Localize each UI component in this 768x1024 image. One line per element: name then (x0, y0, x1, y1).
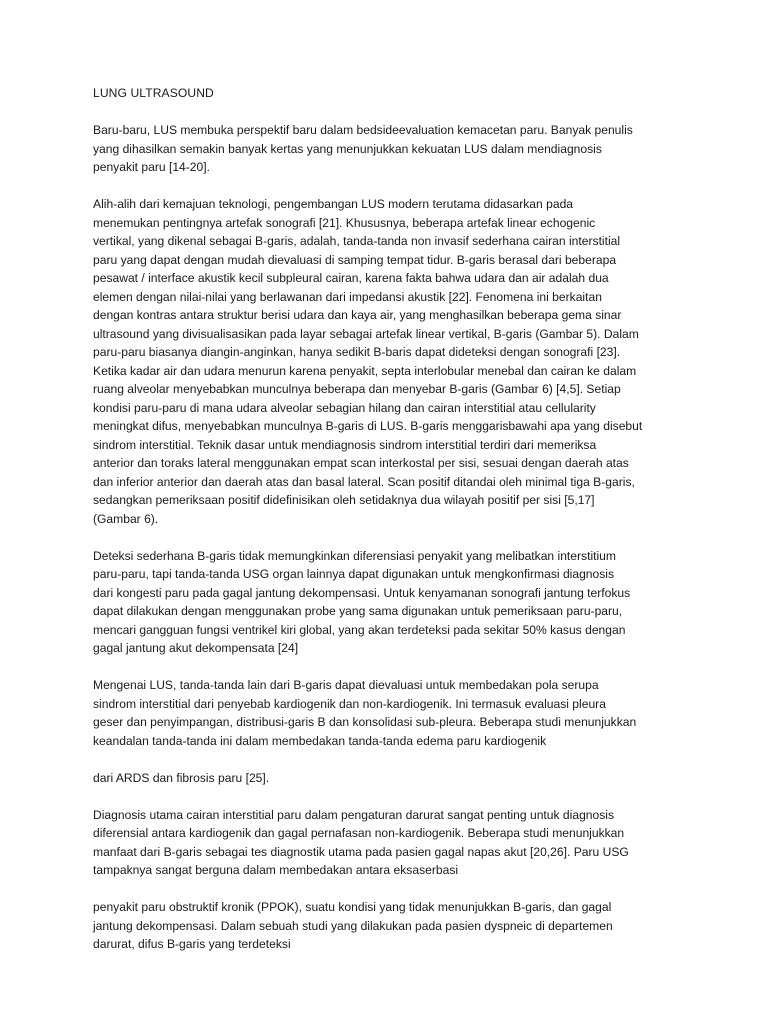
text-line: Mengenai LUS, tanda-tanda lain dari B-garis dapat dievaluasi untuk membedakan pola serupa (93, 678, 599, 692)
text-line: Baru-baru, LUS membuka perspektif baru dalam bedsideevaluation kemacetan paru. Banyak penulis (93, 123, 633, 137)
paragraph (93, 898, 678, 954)
text-line: paru-paru, tapi tanda-tanda USG organ lainnya dapat digunakan untuk mengkonfirmasi diagnosis (93, 567, 615, 581)
paragraph (93, 121, 678, 177)
text-line: keandalan tanda-tanda ini dalam membedakan tanda-tanda edema paru kardiogenik (93, 733, 547, 748)
paragraph (93, 806, 678, 880)
text-line: geser dan penyimpangan, distribusi-garis B dan konsolidasi sub-pleura. Beberapa studi menunjukkan (93, 715, 637, 729)
text-line: dengan kontras antara struktur berisi udara dan kaya air, yang menghasilkan beberapa gema sinar (93, 308, 622, 322)
text-line: (Gambar 6). (93, 511, 159, 526)
document-body (93, 121, 678, 954)
text-line: sindrom interstitial dari penyebab kardiogenik dan non-kardiogenik. Ini termasuk evaluasi pleura (93, 696, 606, 711)
text-line: pesawat / interface akustik kecil subpleural cairan, karena fakta bahwa udara dan air adalah dua (93, 271, 609, 285)
paragraph (93, 769, 678, 788)
text-line: sindrom interstitial. Teknik dasar untuk mendiagnosis sindrom interstitial terdiri dari memeriksa (93, 437, 597, 452)
text-line: Deteksi sederhana B-garis tidak memungkinkan diferensiasi penyakit yang melibatkan interstitium (93, 548, 616, 563)
text-line: dapat dilakukan dengan menggunakan probe yang sama digunakan untuk pemeriksaan paru-paru, (93, 604, 623, 618)
text-line: Ketika kadar air dan udara menurun karena penyakit, septa interlobular menebal dan cairan ke dalam (93, 363, 637, 378)
text-line: dari kongesti paru pada gagal jantung dekompensasi. Untuk kenyamanan sonografi jantung terfokus (93, 585, 631, 600)
paragraph (93, 195, 678, 528)
text-line: sedangkan pemeriksaan positif didefinisikan oleh setidaknya dua wilayah positif per sisi [5,17] (93, 493, 595, 507)
text-line: paru-paru biasanya diangin-anginkan, hanya sedikit B-baris dapat dideteksi dengan sonografi [23]. (93, 345, 621, 359)
text-line: jantung dekompensasi. Dalam sebuah studi yang dilakukan pada pasien dyspneic di departemen (93, 918, 613, 933)
text-line: penyakit paru obstruktif kronik (PPOK), suatu kondisi yang tidak menunjukkan B-garis, dan gagal (93, 900, 612, 914)
document-title: LUNG ULTRASOUND (93, 86, 214, 100)
text-line: yang dihasilkan semakin banyak kertas yang menunjukkan kekuatan LUS dalam mendiagnosis (93, 141, 602, 156)
text-line: Diagnosis utama cairan interstitial paru dalam pengaturan darurat sangat penting untuk diagnosis (93, 807, 615, 822)
text-line: mencari gangguan fungsi ventrikel kiri global, yang akan terdeteksi pada sekitar 50% kasus dengan (93, 622, 626, 637)
text-line: menemukan pentingnya artefak sonografi [21]. Khususnya, beberapa artefak linear echogenic (93, 215, 596, 230)
text-line: anterior dan toraks lateral menggunakan empat scan interkostal per sisi, sesuai dengan daerah atas (93, 456, 629, 470)
text-line: ultrasound yang divisualisasikan pada layar sebagai artefak linear vertikal, B-garis (Gambar 5). Dalam (93, 326, 639, 341)
text-line: dan inferior anterior dan daerah atas dan basal lateral. Scan positif ditandai oleh minimal tiga B-garis, (93, 474, 635, 489)
document-page (93, 84, 678, 972)
text-line: gagal jantung akut dekompensata [24] (93, 641, 299, 655)
paragraph (93, 676, 678, 750)
text-line: tampaknya sangat berguna dalam membedakan antara eksaserbasi (93, 863, 459, 877)
text-line: kondisi paru-paru di mana udara alveolar sebagian hilang dan cairan interstitial atau cellularity (93, 400, 596, 415)
text-line: vertikal, yang dikenal sebagai B-garis, adalah, tanda-tanda non invasif sederhana cairan interstitial (93, 234, 621, 248)
text-line: darurat, difus B-garis yang terdeteksi (93, 937, 291, 951)
text-line: diferensial antara kardiogenik dan gagal pernafasan non-kardiogenik. Beberapa studi menunjukkan (93, 826, 625, 840)
text-line: meningkat difus, menyebabkan munculnya B-garis di LUS. B-garis menggarisbawahi apa yang disebut (93, 419, 643, 433)
text-line: Alih-alih dari kemajuan teknologi, pengembangan LUS modern terutama didasarkan pada (93, 197, 574, 211)
paragraph (93, 547, 678, 658)
text-line: ruang alveolar menyebabkan munculnya beberapa dan menyebar B-garis (Gambar 6) [4,5]. Setiap (93, 382, 621, 396)
text-line: dari ARDS dan fibrosis paru [25]. (93, 770, 270, 785)
text-line: paru yang dapat dengan mudah dievaluasi di samping tempat tidur. B-garis berasal dari beberapa (93, 252, 617, 267)
text-line: elemen dengan nilai-nilai yang berlawanan dari impedansi akustik [22]. Fenomena ini berkaitan (93, 289, 602, 304)
text-line: manfaat dari B-garis sebagai tes diagnostik utama pada pasien gagal napas akut [20,26]. Paru USG (93, 844, 629, 859)
text-line: penyakit paru [14-20]. (93, 160, 210, 174)
